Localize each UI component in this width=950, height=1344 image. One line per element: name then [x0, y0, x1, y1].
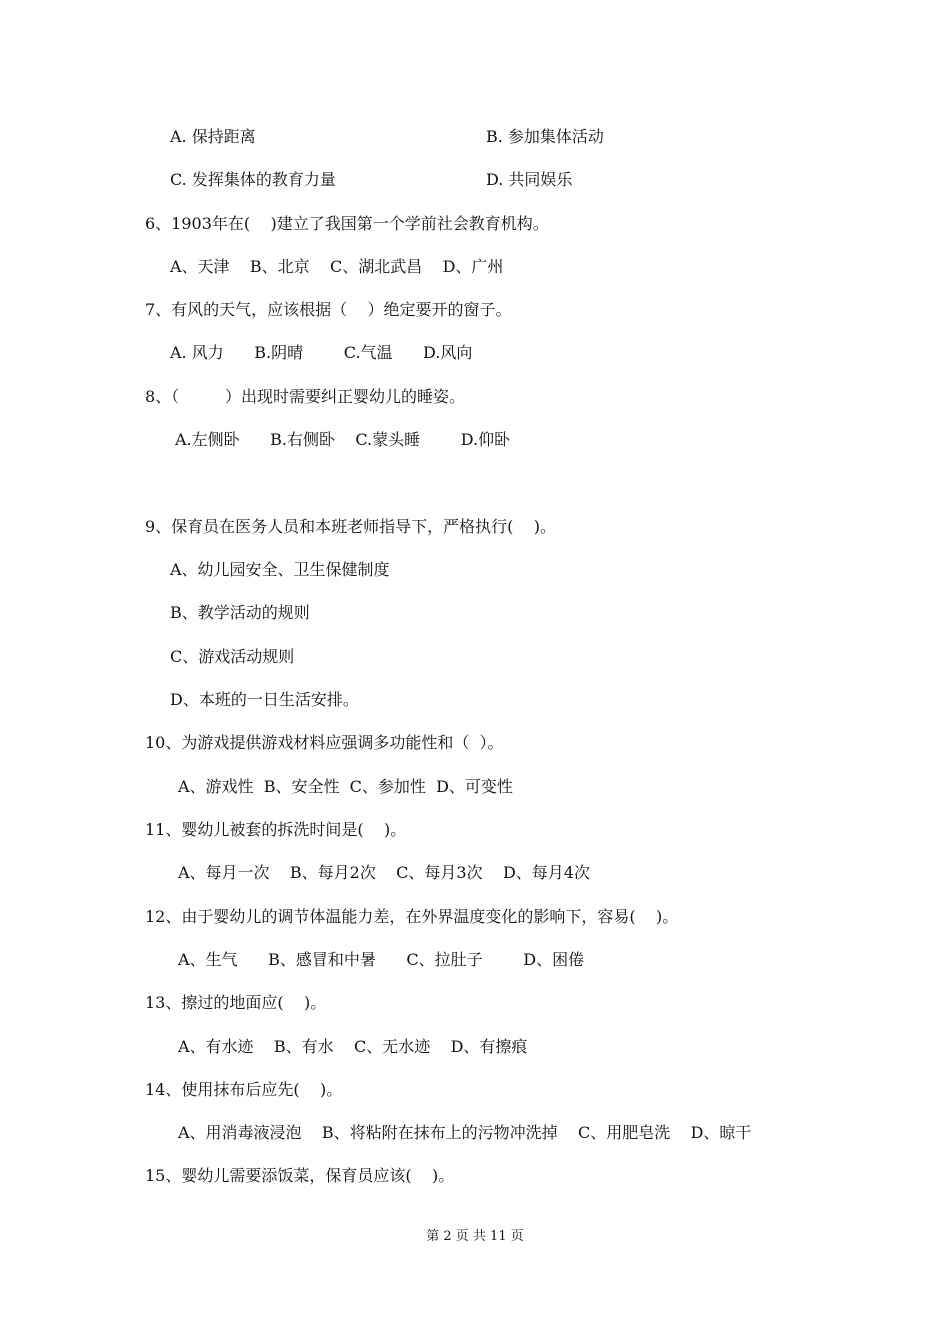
q14-question: 14、使用抹布后应先( )。 [145, 1080, 343, 1099]
q5-option-d: D. 共同娱乐 [486, 170, 573, 189]
q8-question: 8、（ ）出现时需要纠正婴幼儿的睡姿。 [145, 387, 465, 406]
q13-question: 13、擦过的地面应( )。 [145, 993, 327, 1012]
q5-option-b: B. 参加集体活动 [486, 127, 604, 146]
q9-question: 9、保育员在医务人员和本班老师指导下，严格执行( )。 [145, 517, 557, 536]
q14-options: A、用消毒液浸泡 B、将粘附在抹布上的污物冲洗掉 C、用肥皂洗 D、晾干 [178, 1123, 752, 1142]
q9-option-a: A、幼儿园安全、卫生保健制度 [170, 560, 390, 579]
q9-option-b: B、教学活动的规则 [170, 603, 310, 622]
q8-options: A.左侧卧 B.右侧卧 C.蒙头睡 D.仰卧 [175, 430, 511, 449]
q12-question: 12、由于婴幼儿的调节体温能力差，在外界温度变化的影响下，容易( )。 [145, 907, 679, 926]
q13-options: A、有水迹 B、有水 C、无水迹 D、有擦痕 [178, 1037, 528, 1056]
q5-option-a: A. 保持距离 [170, 127, 256, 146]
q11-options: A、每月一次 B、每月2次 C、每月3次 D、每月4次 [178, 863, 590, 882]
page-number-footer: 第 2 页 共 11 页 [426, 1229, 524, 1244]
q9-option-c: C、游戏活动规则 [170, 647, 295, 666]
q10-question: 10、为游戏提供游戏材料应强调多功能性和（ ）。 [145, 733, 504, 752]
q15-question: 15、婴幼儿需要添饭菜，保育员应该( )。 [145, 1166, 455, 1185]
q12-options: A、生气 B、感冒和中暑 C、拉肚子 D、困倦 [178, 950, 585, 969]
q7-question: 7、有风的天气，应该根据（ ）绝定要开的窗子。 [145, 300, 512, 319]
q6-question: 6、1903年在( )建立了我国第一个学前社会教育机构。 [145, 214, 549, 233]
q5-option-c: C. 发挥集体的教育力量 [170, 170, 336, 189]
q6-options: A、天津 B、北京 C、湖北武昌 D、广州 [170, 257, 504, 276]
q7-options: A. 风力 B.阴晴 C.气温 D.风向 [170, 343, 473, 362]
q10-options: A、游戏性 B、安全性 C、参加性 D、可变性 [178, 777, 513, 796]
q11-question: 11、婴幼儿被套的拆洗时间是( )。 [145, 820, 407, 839]
q9-option-d: D、本班的一日生活安排。 [170, 690, 359, 709]
